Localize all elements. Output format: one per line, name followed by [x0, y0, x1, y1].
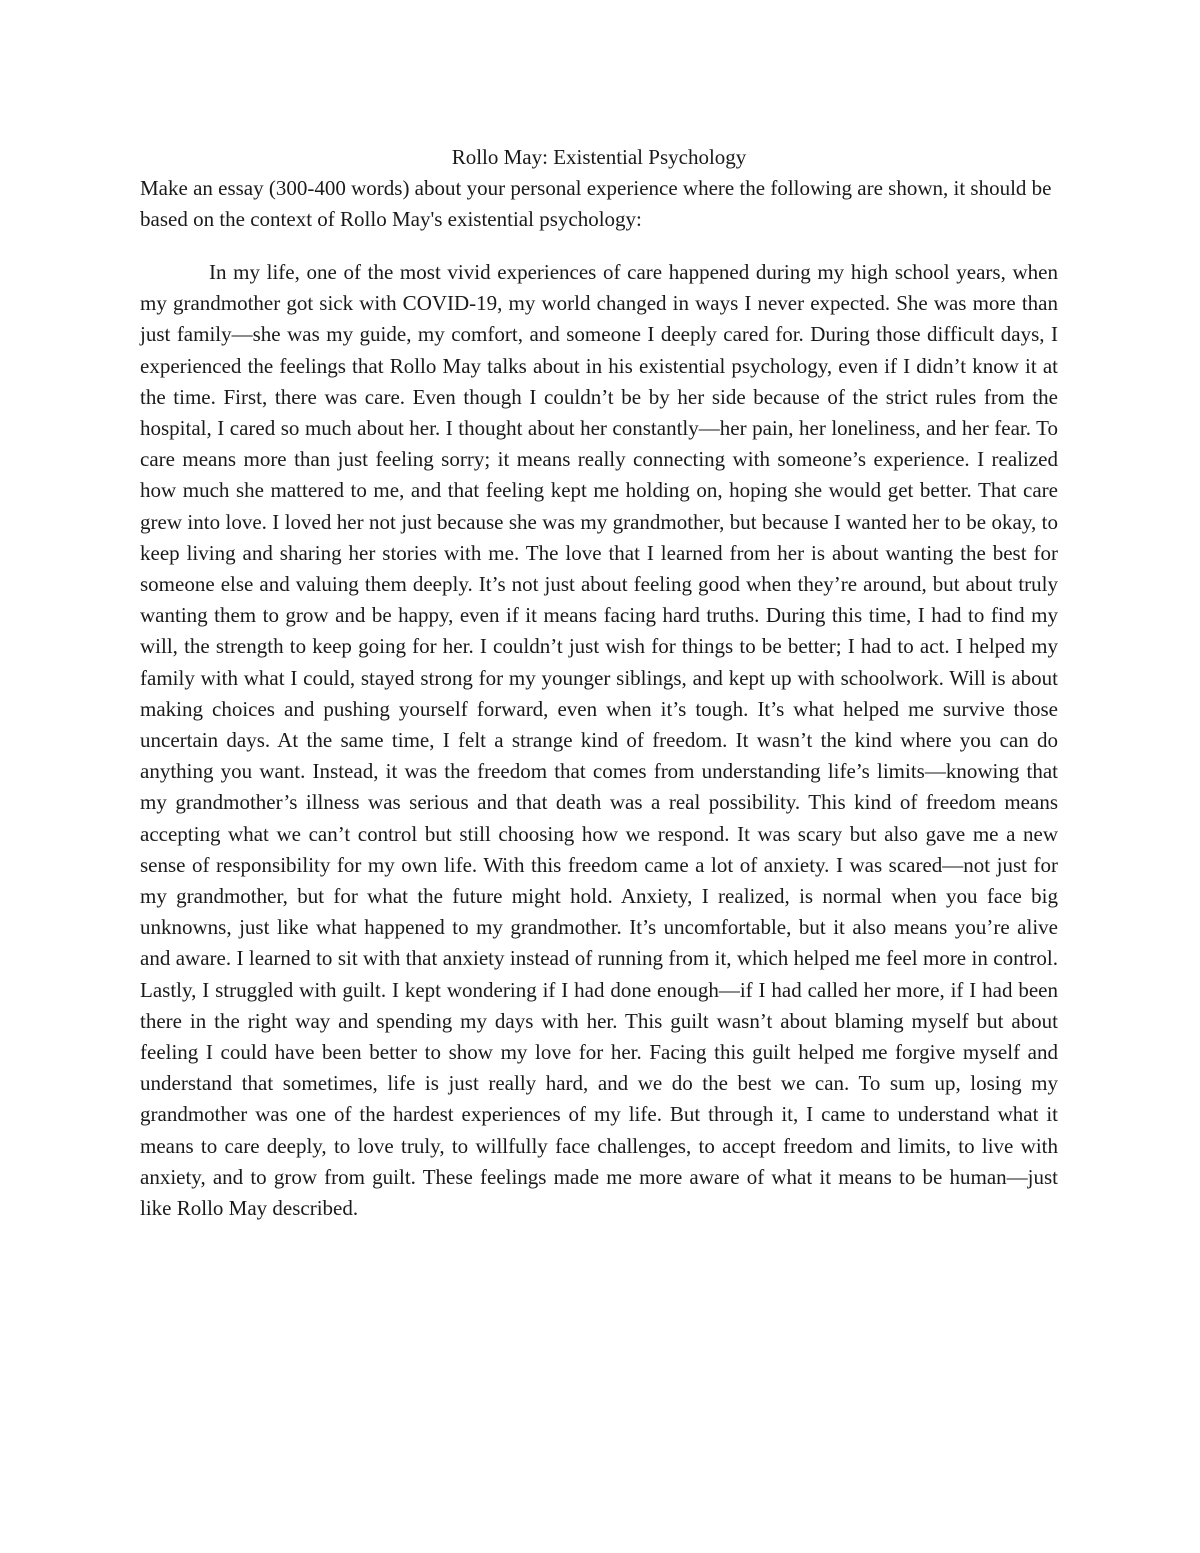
document-title: Rollo May: Existential Psychology [451, 145, 747, 169]
essay-body: In my life, one of the most vivid experiences of care happened during my high school years, when my grandmother got sick with COVID-19, my world changed in ways I never expected. She was more than just family—she was my guide, my comfort, and someone I deeply cared for. During those difficult days, I experienced the feelings that Rollo May talks about in his existential psychology, even if I didn’t know it at the time. First, there was care. Even though I couldn’t be by her side because of the strict rules from the hospital, I cared so much about her. I thought about her constantly—her pain, her loneliness, and her fear. To care means more than just feeling sorry; it means really connecting with someone’s experience. I realized how much she mattered to me, and that feeling kept me holding on, hoping she would get better. That care grew into love. I loved her not just because she was my grandmother, but because I wanted her to be okay, to keep living and sharing her stories with me. The love that I learned from her is about wanting the best for someone else and valuing them deeply. It’s not just about feeling good when they’re around, but about truly wanting them to grow and be happy, even if it means facing hard truths. During this time, I had to find my will, the strength to keep going for her. I couldn’t just wish for things to be better; I had to act. I helped my family with what I could, stayed strong for my younger siblings, and kept up with schoolwork. Will is about making choices and pushing yourself forward, even when it’s tough. It’s what helped me survive those uncertain days. At the same time, I felt a strange kind of freedom. It wasn’t the kind where you can do anything you want. Instead, it was the freedom that comes from understanding life’s limits—knowing that my grandmother’s illness was serious and that death was a real possibility. This kind of freedom means accepting what we can’t control but still choosing how we respond. It was scary but also gave me a new sense of responsibility for my own life. With this freedom came a lot of anxiety. I was scared—not just for my grandmother, but for what the future might hold. Anxiety, I realized, is normal when you face big unknowns, just like what happened to my grandmother. It’s uncomfortable, but it also means you’re alive and aware. I learned to sit with that anxiety instead of running from it, which helped me feel more in control. Lastly, I struggled with guilt. I kept wondering if I had done enough—if I had called her more, if I had been there in the right way and spending my days with her. This guilt wasn’t about blaming myself but about feeling I could have been better to show my love for her. Facing this guilt helped me forgive myself and understand that sometimes, life is just really hard, and we do the best we can. To sum up, losing my grandmother was one of the hardest experiences of my life. But through it, I came to understand what it means to care deeply, to love truly, to willfully face challenges, to accept freedom and limits, to live with anxiety, and to grow from guilt. These feelings made me more aware of what it means to be human—just like Rollo May described. [140, 260, 1058, 1221]
essay-prompt: Make an essay (300-400 words) about your personal experience where the following are shown, it should be based on the context of Rollo May's existential psychology: [140, 176, 1052, 231]
